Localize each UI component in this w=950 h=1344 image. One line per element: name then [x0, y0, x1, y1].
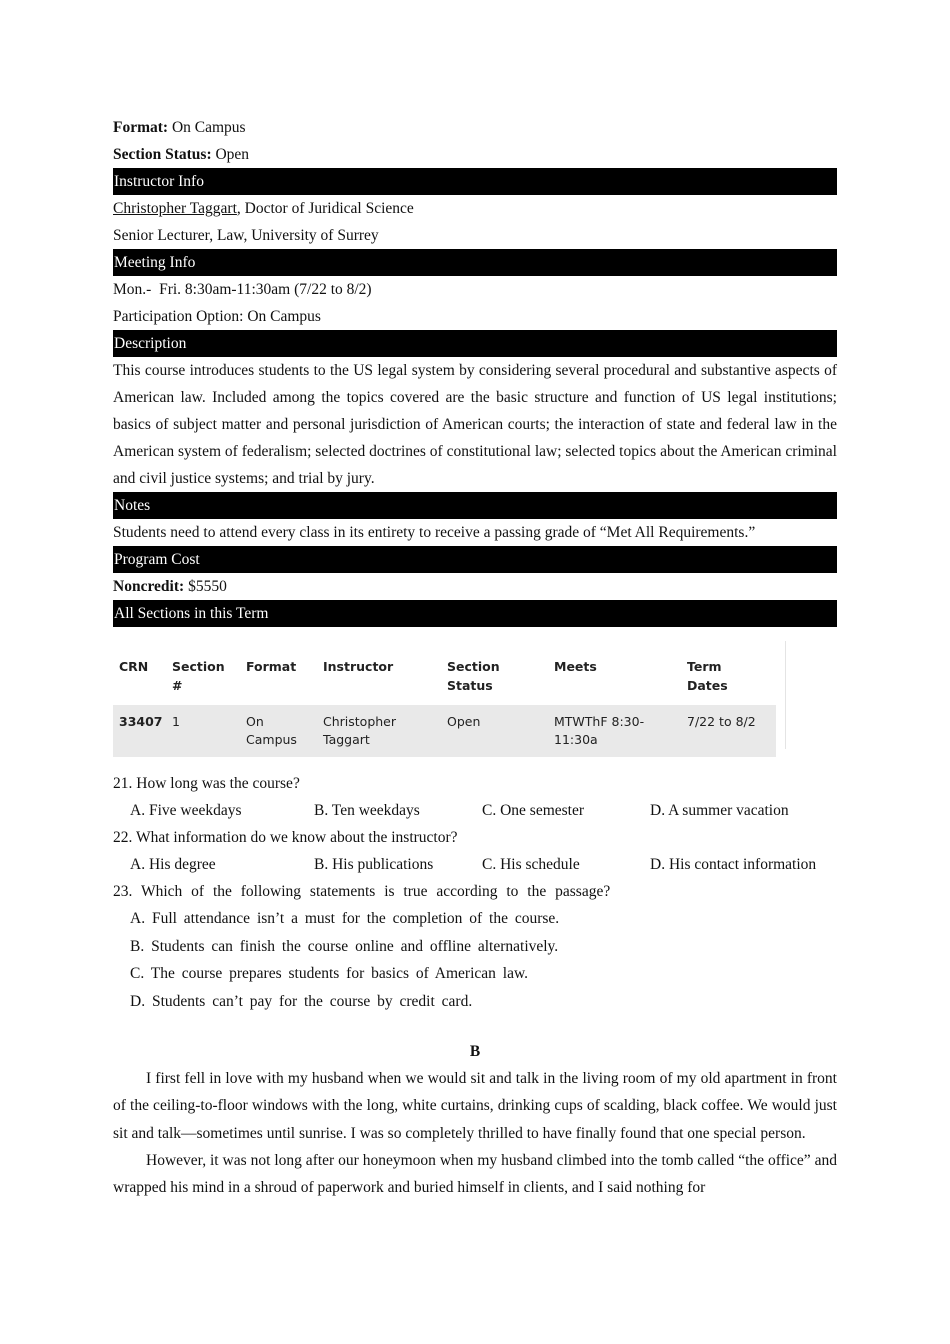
meets-cell-1: MTWThF 8:30-	[554, 714, 645, 729]
option-22-c: C. His schedule	[482, 856, 580, 873]
table-divider	[785, 641, 786, 749]
instructor-line	[113, 195, 837, 222]
col-instructor	[323, 657, 447, 695]
section-status-line	[113, 141, 837, 168]
option-21-c: C. One semester	[482, 802, 585, 819]
col-section-label-2: #	[172, 678, 183, 693]
format-value: On Campus	[168, 119, 246, 136]
table-row	[113, 705, 776, 757]
instructor-name-link[interactable]: Christopher Taggart	[113, 200, 237, 217]
format-cell-2: Campus	[246, 732, 297, 747]
col-instructor-label: Instructor	[323, 659, 394, 674]
option-21-a: A. Five weekdays	[130, 802, 242, 819]
option-23-d: D. Students can’t pay for the course by credit card.	[130, 992, 473, 1010]
option-22-d: D. His contact information	[650, 856, 817, 873]
document-content	[113, 114, 837, 1201]
col-meets-label: Meets	[554, 659, 597, 674]
program-cost-header: Program Cost	[113, 546, 837, 573]
question-22-stem: 22. What information do we know about the instructor?	[113, 829, 458, 846]
col-section	[172, 657, 246, 695]
option-22-b: B. His publications	[314, 856, 434, 873]
col-dates-label-2: Dates	[687, 678, 728, 693]
format-label: Format:	[113, 119, 169, 136]
option-21-d: D. A summer vacation	[650, 802, 789, 819]
col-format	[246, 657, 323, 695]
option-23-b: B. Students can finish the course online and offline alternatively.	[130, 937, 559, 955]
notes-text: Students need to attend every class in its entirety to receive a passing grade of “Met All Requirements.”	[113, 524, 756, 541]
participation-option: Participation Option: On Campus	[113, 308, 321, 325]
col-status-label-1: Section	[447, 659, 500, 674]
col-crn-label: CRN	[119, 659, 149, 674]
notes-header: Notes	[113, 492, 837, 519]
cell-format	[246, 713, 323, 749]
cell-dates: 7/22 to 8/2	[687, 714, 756, 729]
option-21-b: B. Ten weekdays	[314, 802, 420, 819]
question-21-options	[113, 797, 837, 824]
description-header: Description	[113, 330, 837, 357]
section-status-label: Section Status:	[113, 146, 212, 163]
cell-section: 1	[172, 714, 180, 729]
meets-cell-2: 11:30a	[554, 732, 598, 747]
col-crn	[119, 657, 172, 695]
instructor-info-header: Instructor Info	[113, 168, 837, 195]
description-text: This course introduces students to the US legal system by considering several procedural and substantive aspects of American law. Included among the topics covered are the basic structure and function of US legal institutions; basics of subject matter and personal jurisdiction of American courts; the interaction of state and federal law in the American system of federalism; selected doctrines of constitutional law; selected topics about the American criminal and civil justice systems; and trial by jury.	[113, 362, 837, 487]
section-b-paragraph-2: However, it was not long after our honeymoon when my husband climbed into the tomb called “the office” and wrapped his mind in a shroud of paperwork and buried himself in clients, and I said nothing for	[113, 1151, 837, 1197]
instructor-degree: , Doctor of Juridical Science	[236, 200, 414, 217]
question-21-stem: 21. How long was the course?	[113, 775, 300, 792]
program-cost-line	[113, 573, 837, 600]
crn-value: 33407	[119, 714, 163, 729]
question-22-options	[113, 851, 837, 878]
option-23-a: A. Full attendance isn’t a must for the completion of the course.	[130, 910, 560, 927]
col-status	[447, 657, 554, 695]
option-23-c: C. The course prepares students for basics of American law.	[130, 965, 529, 982]
table-header-row	[113, 641, 776, 705]
section-status-value: Open	[211, 146, 250, 163]
cell-status: Open	[447, 714, 481, 729]
format-line	[113, 114, 837, 141]
all-sections-header: All Sections in this Term	[113, 600, 837, 627]
cell-instructor	[323, 713, 447, 749]
col-status-label-2: Status	[447, 678, 493, 693]
section-b-title: B	[469, 1043, 481, 1060]
col-section-label-1: Section	[172, 659, 225, 674]
cell-meets	[554, 713, 687, 749]
col-dates-label-1: Term	[687, 659, 722, 674]
instructor-title: Senior Lecturer, Law, University of Surrey	[113, 227, 379, 244]
sections-table	[113, 641, 776, 757]
instructor-cell-2: Taggart	[323, 732, 370, 747]
question-23-stem: 23. Which of the following statements is true according to the passage?	[113, 883, 611, 900]
meeting-info-header: Meeting Info	[113, 249, 837, 276]
col-dates	[687, 657, 772, 695]
noncredit-value: $5550	[184, 578, 227, 595]
meeting-schedule: Mon.- Fri. 8:30am-11:30am (7/22 to 8/2)	[113, 281, 372, 298]
noncredit-label: Noncredit:	[113, 578, 185, 595]
format-cell-1: On	[246, 714, 264, 729]
col-format-label: Format	[246, 659, 297, 674]
section-b-paragraph-1: I first fell in love with my husband when we would sit and talk in the living room of my old apartment in front of the ceiling-to-floor windows with the long, white curtains, drinking cups of scalding, black coffee. We would just sit and talk—sometimes until sunrise. I was so completely thrilled to have finally found that one special person.	[113, 1070, 837, 1142]
cell-crn	[119, 713, 172, 749]
col-meets	[554, 657, 687, 695]
option-22-a: A. His degree	[130, 856, 216, 873]
instructor-cell-1: Christopher	[323, 714, 397, 729]
